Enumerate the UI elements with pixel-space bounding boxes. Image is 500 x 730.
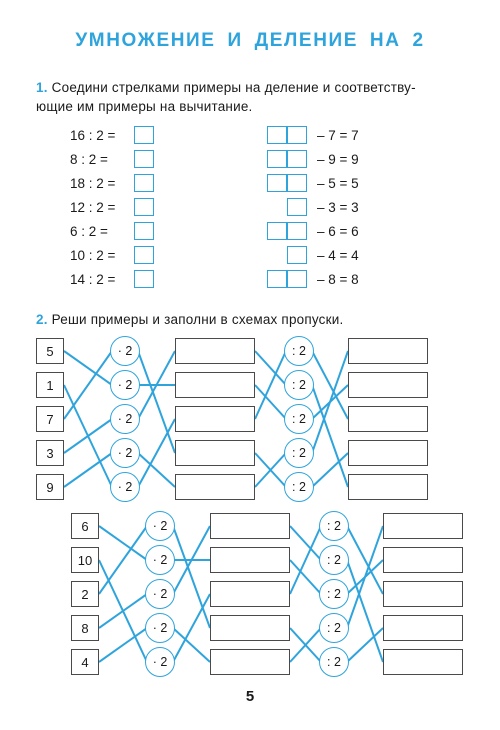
connector-line (255, 351, 286, 385)
division-expression: 10 : 2 = (70, 248, 116, 263)
divide-by-2-circle: : 2 (284, 472, 314, 502)
quotient-answer-box[interactable] (348, 440, 428, 466)
multiply-by-2-circle: · 2 (145, 613, 175, 643)
connector-line (290, 526, 321, 560)
quotient-answer-box[interactable] (348, 372, 428, 398)
divide-by-2-circle: : 2 (319, 579, 349, 609)
division-expression: 18 : 2 = (70, 176, 116, 191)
division-expression: 16 : 2 = (70, 128, 116, 143)
subtraction-expression: – 5 = 5 (317, 176, 359, 191)
product-answer-box[interactable] (175, 474, 255, 500)
connector-line (173, 628, 210, 662)
quotient-answer-box[interactable] (348, 338, 428, 364)
multiply-by-2-circle: · 2 (110, 336, 140, 366)
connector-line (173, 594, 210, 662)
start-number-box: 7 (36, 406, 64, 432)
subtraction-expression: – 8 = 8 (317, 272, 359, 287)
start-number-box: 8 (71, 615, 99, 641)
multiply-by-2-circle: · 2 (110, 472, 140, 502)
product-answer-box[interactable] (210, 547, 290, 573)
divide-by-2-circle: : 2 (319, 647, 349, 677)
connector-line (99, 526, 147, 560)
subtraction-expression: – 7 = 7 (317, 128, 359, 143)
task2-number: 2. (36, 312, 48, 327)
connector-line (173, 526, 210, 628)
product-answer-box[interactable] (175, 406, 255, 432)
connector-line (138, 453, 175, 487)
connector-line (255, 351, 286, 419)
product-answer-box[interactable] (175, 440, 255, 466)
quotient-answer-box[interactable] (348, 406, 428, 432)
connector-line (99, 526, 147, 594)
start-number-box: 4 (71, 649, 99, 675)
product-answer-box[interactable] (175, 338, 255, 364)
start-number-box: 9 (36, 474, 64, 500)
subtraction-expression: – 4 = 4 (317, 248, 359, 263)
product-answer-box[interactable] (210, 649, 290, 675)
connector-line (64, 419, 112, 453)
start-number-box: 5 (36, 338, 64, 364)
connector-line (138, 419, 175, 487)
page-number: 5 (245, 688, 255, 705)
divide-by-2-circle: : 2 (319, 613, 349, 643)
product-answer-box[interactable] (210, 615, 290, 641)
quotient-answer-box[interactable] (383, 581, 463, 607)
multiply-by-2-circle: · 2 (110, 370, 140, 400)
divide-by-2-circle: : 2 (284, 438, 314, 468)
subtraction-expression: – 6 = 6 (317, 224, 359, 239)
connector-line (138, 351, 175, 453)
product-answer-box[interactable] (210, 513, 290, 539)
start-number-box: 10 (71, 547, 99, 573)
subtraction-expression: – 9 = 9 (317, 152, 359, 167)
multiply-by-2-circle: · 2 (145, 579, 175, 609)
multiply-by-2-circle: · 2 (145, 545, 175, 575)
connector-line (347, 526, 383, 594)
quotient-answer-box[interactable] (383, 547, 463, 573)
divide-by-2-circle: : 2 (284, 404, 314, 434)
divide-by-2-circle: : 2 (284, 336, 314, 366)
connector-line (255, 385, 286, 419)
connector-line (64, 351, 112, 419)
connector-line (312, 351, 348, 419)
task1-number: 1. (36, 80, 48, 95)
division-expression: 8 : 2 = (70, 152, 108, 167)
multiply-by-2-circle: · 2 (145, 511, 175, 541)
start-number-box: 6 (71, 513, 99, 539)
quotient-answer-box[interactable] (383, 649, 463, 675)
divide-by-2-circle: : 2 (284, 370, 314, 400)
product-answer-box[interactable] (210, 581, 290, 607)
product-answer-box[interactable] (175, 372, 255, 398)
start-number-box: 1 (36, 372, 64, 398)
task1-text-line1: Соедини стрелками примеры на деление и соответству- (51, 80, 416, 95)
quotient-answer-box[interactable] (383, 615, 463, 641)
start-number-box: 2 (71, 581, 99, 607)
start-number-box: 3 (36, 440, 64, 466)
multiply-by-2-circle: · 2 (110, 438, 140, 468)
division-expression: 12 : 2 = (70, 200, 116, 215)
connector-line (64, 351, 112, 385)
page-title: УМНОЖЕНИЕ И ДЕЛЕНИЕ НА 2 (75, 30, 425, 51)
multiply-by-2-circle: · 2 (110, 404, 140, 434)
connector-line (290, 560, 321, 594)
subtraction-expression: – 3 = 3 (317, 200, 359, 215)
quotient-answer-box[interactable] (383, 513, 463, 539)
task2-text: Реши примеры и заполни в схемах пропуски. (51, 312, 344, 327)
divide-by-2-circle: : 2 (319, 545, 349, 575)
multiply-by-2-circle: · 2 (145, 647, 175, 677)
division-expression: 6 : 2 = (70, 224, 108, 239)
quotient-answer-box[interactable] (348, 474, 428, 500)
division-expression: 14 : 2 = (70, 272, 116, 287)
connector-line (99, 594, 147, 628)
task1-text-line2: ющие им примеры на вычитание. (36, 99, 253, 114)
divide-by-2-circle: : 2 (319, 511, 349, 541)
connector-line (290, 526, 321, 594)
